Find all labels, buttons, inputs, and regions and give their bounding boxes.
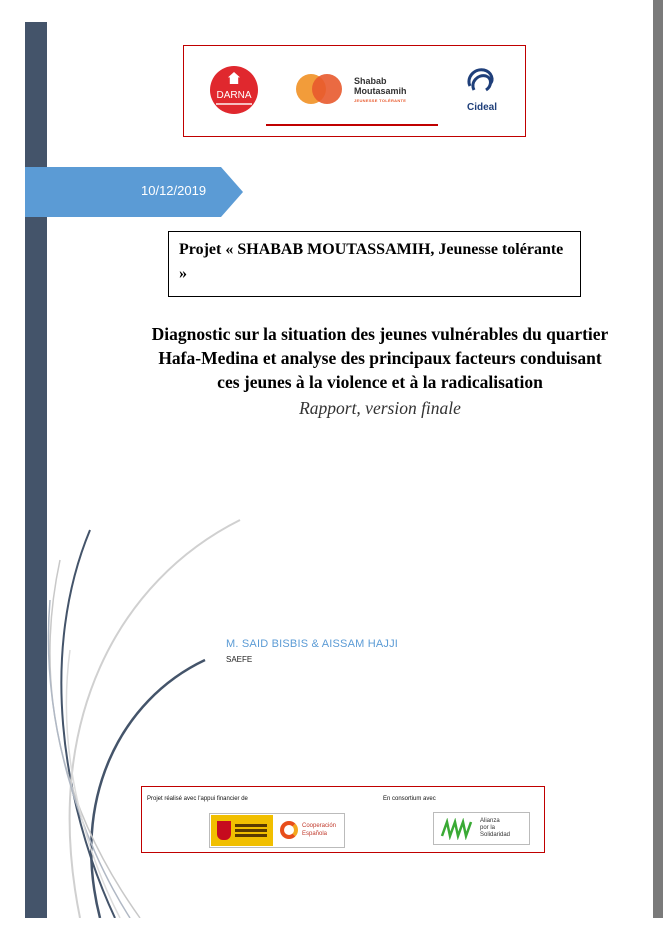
sidebar-bar	[25, 22, 47, 918]
project-title-box	[168, 231, 581, 297]
report-title: Diagnostic sur la situation des jeunes vulnérables du quartier Hafa-Medina et analyse des principaux facteurs conduisant ces jeunes à la violence et à la radicalisation	[151, 324, 609, 392]
authors: M. SAID BISBIS & AISSAM HAJJI	[226, 638, 399, 650]
report-date: 10/12/2019	[141, 183, 207, 198]
cideal-logo-name: Cideal	[466, 102, 497, 113]
alianza-logo	[433, 812, 530, 845]
consortium-label: En consortium avec	[383, 796, 436, 802]
cooperacion-text: Cooperación Española	[302, 823, 337, 837]
shabab-logo-name: Shabab Moutasamih	[354, 76, 407, 96]
report-subtitle: Rapport, version finale	[299, 398, 461, 418]
cooperacion-logo-icon	[280, 821, 298, 839]
spain-coat-of-arms-icon	[211, 815, 273, 846]
project-title: Projet « SHABAB MOUTASSAMIH, Jeunesse tolérante »	[179, 241, 564, 282]
darna-logo-text: DARNA	[216, 90, 252, 101]
spanish-cooperation-logo	[209, 813, 345, 848]
page-edge-shadow	[653, 0, 663, 934]
funding-label: Projet réalisé avec l'appui financier de	[147, 796, 248, 802]
alianza-text: Alianza por la Solidaridad	[480, 818, 511, 838]
shabab-logo-tagline: JEUNESSE TOLÉRANTE	[354, 98, 407, 103]
date-ribbon	[25, 167, 243, 217]
cideal-logo-icon	[464, 64, 498, 98]
logo-underline	[266, 124, 438, 126]
shabab-logo-icon-overlap	[312, 74, 342, 104]
partner-logos-box	[183, 45, 526, 137]
organization: SAEFE	[226, 655, 253, 664]
funding-box	[141, 786, 545, 853]
darna-logo-icon	[210, 66, 258, 114]
alianza-logo-icon	[440, 818, 474, 840]
page-bottom-margin	[0, 918, 663, 934]
